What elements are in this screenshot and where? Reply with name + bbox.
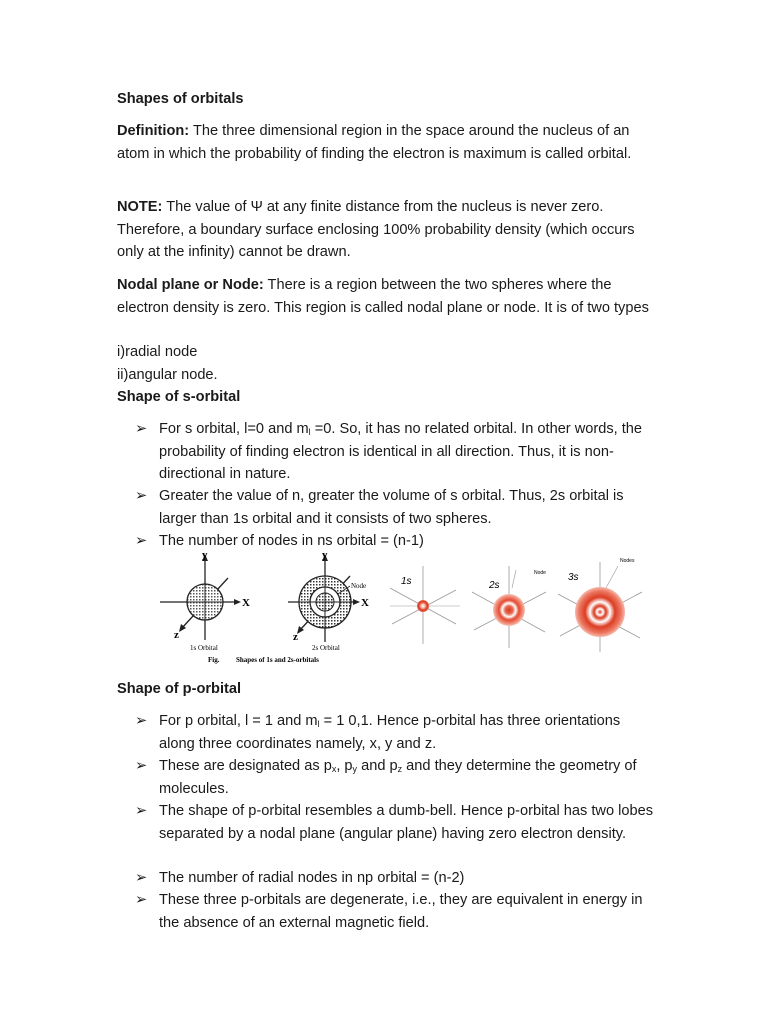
definition-paragraph xyxy=(117,120,652,165)
page-title: Shapes of orbitals xyxy=(117,91,244,107)
list-item: ➢ The number of radial nodes in np orbital = (n-2) xyxy=(135,867,655,890)
list-item: ➢ For s orbital, l=0 and $m_l =0$. So, it has no related orbital. In other words, the probability of finding electron is identical in all direction. Thus, it is non-directional in nature. xyxy=(135,418,655,486)
2s-color-node-label: Node xyxy=(534,570,546,576)
nodal-label: Nodal plane or Node: xyxy=(117,277,264,293)
s-orbital-heading: Shape of s-orbital xyxy=(117,389,241,405)
p-orbital-heading: Shape of p-orbital xyxy=(117,681,242,697)
nodal-paragraph xyxy=(117,274,652,319)
list-item: ➢ These three p-orbitals are degenerate, i.e., they are equivalent in energy in the absence of an external magnetic field. xyxy=(135,889,655,934)
bullet-arrow-icon: ➢ xyxy=(135,803,148,819)
2s-orbital-drawing xyxy=(288,554,360,642)
list-item: ➢ Greater the value of n, greater the volume of s orbital. Thus, 2s orbital is larger than 1s orbital and it consists of two spheres. xyxy=(135,485,655,530)
note-text: The value of Ψ at any finite distance from the nucleus is never zero. Therefore, a boundary surface enclosing 100% probability density (which occurs only at the infinity) cannot be drawn. xyxy=(117,199,635,260)
list-item: ➢ These are designated as $p_x$, $p_y$ and $p_z$ and they determine the geometry of molecules. xyxy=(135,755,655,800)
figure-label: Fig. xyxy=(208,656,220,664)
nodal-type-angular: ii)angular node. xyxy=(117,367,218,383)
2s-node-label: Node xyxy=(351,582,367,590)
2s-y-axis-label: y xyxy=(322,549,328,561)
3s-color-nodes-label: Nodes xyxy=(620,558,635,564)
s-orbital-figure xyxy=(160,548,650,668)
2s-orbital-caption: 2s Orbital xyxy=(312,644,340,652)
bullet-arrow-icon: ➢ xyxy=(135,870,148,886)
figure-caption: Shapes of 1s and 2s-orbitals xyxy=(236,656,319,664)
nodal-text: There is a region between the two spheres where the electron density is zero. This region is called nodal plane or node. It is of two types xyxy=(117,277,649,316)
bullet-arrow-icon: ➢ xyxy=(135,533,148,549)
list-item: ➢ The shape of p-orbital resembles a dumb-bell. Hence p-orbital has two lobes separated by a nodal plane (angular plane) having zero electron density. xyxy=(135,800,655,845)
1s-x-axis-label: X xyxy=(242,597,250,609)
note-paragraph xyxy=(117,196,652,264)
2s-z-axis-label: z xyxy=(293,631,298,643)
2s-color-label: 2s xyxy=(489,580,500,591)
list-item: ➢ The number of nodes in ns orbital = (n-1) xyxy=(135,530,655,553)
bullet-arrow-icon: ➢ xyxy=(135,892,148,908)
2s-x-axis-label: X xyxy=(361,597,369,609)
2s-colored-orbital xyxy=(472,566,546,648)
bullet-arrow-icon: ➢ xyxy=(135,758,148,774)
nodal-type-radial: i)radial node xyxy=(117,344,198,360)
1s-color-label: 1s xyxy=(401,576,412,587)
definition-text: The three dimensional region in the space around the nucleus of an atom in which the probability of finding the electron is maximum is called orbital. xyxy=(117,123,632,162)
list-item: ➢ For p orbital, l = 1 and $m_l = 1$ 0,1. Hence p-orbital has three orientations along three coordinates namely, x, y and z. xyxy=(135,710,655,755)
note-label: NOTE: xyxy=(117,199,163,215)
bullet-arrow-icon: ➢ xyxy=(135,421,148,437)
definition-label: Definition: xyxy=(117,123,190,139)
1s-orbital-drawing xyxy=(160,554,241,640)
3s-color-label: 3s xyxy=(568,572,579,583)
1s-z-axis-label: z xyxy=(174,629,179,641)
1s-orbital-caption: 1s Orbital xyxy=(190,644,218,652)
1s-y-axis-label: y xyxy=(202,549,208,561)
bullet-arrow-icon: ➢ xyxy=(135,713,148,729)
bullet-arrow-icon: ➢ xyxy=(135,488,148,504)
